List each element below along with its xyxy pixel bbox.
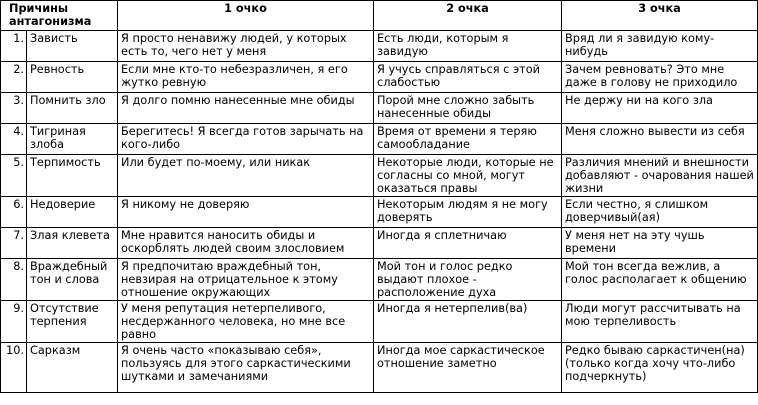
two-points-cell: Иногда мое саркастическое отношение заметно bbox=[374, 343, 562, 393]
three-points-cell: Люди могут рассчитывать на мою терпеливость bbox=[562, 301, 758, 343]
header-one-point: 1 очко bbox=[118, 1, 374, 31]
three-points-cell: Не держу ни на кого зла bbox=[562, 93, 758, 124]
reason-cell: Сарказм bbox=[27, 343, 118, 393]
row-number: 1. bbox=[1, 31, 27, 62]
two-points-cell: Время от времени я теряю самообладание bbox=[374, 124, 562, 155]
two-points-cell: Мой тон и голос редко выдают плохое - расположение духа bbox=[374, 259, 562, 301]
row-number: 3. bbox=[1, 93, 27, 124]
one-point-cell: У меня репутация нетерпеливого, несдержанного человека, но мне все равно bbox=[118, 301, 374, 343]
header-reason: Причины антагонизма bbox=[1, 1, 118, 31]
three-points-cell: Редко бываю саркастичен(на) (только когда хочу что-либо подчеркнуть) bbox=[562, 343, 758, 393]
row-number: 9. bbox=[1, 301, 27, 343]
two-points-cell: Иногда я нетерпелив(ва) bbox=[374, 301, 562, 343]
table-row bbox=[1, 124, 758, 155]
two-points-cell: Некоторым людям я не могу доверять bbox=[374, 197, 562, 228]
row-number: 6. bbox=[1, 197, 27, 228]
three-points-cell: Зачем ревновать? Это мне даже в голову не приходило bbox=[562, 62, 758, 93]
reason-cell: Ревность bbox=[27, 62, 118, 93]
three-points-cell: Если честно, я слишком доверчивый(ая) bbox=[562, 197, 758, 228]
table-header-row bbox=[1, 1, 758, 31]
one-point-cell: Я долго помню нанесенные мне обиды bbox=[118, 93, 374, 124]
reason-cell: Враждебный тон и слова bbox=[27, 259, 118, 301]
reason-cell: Недоверие bbox=[27, 197, 118, 228]
header-two-points: 2 очка bbox=[374, 1, 562, 31]
table-row bbox=[1, 155, 758, 197]
two-points-cell: Я учусь справляться с этой слабостью bbox=[374, 62, 562, 93]
three-points-cell: Различия мнений и внешности добавляют - очарования нашей жизни bbox=[562, 155, 758, 197]
table-row bbox=[1, 197, 758, 228]
reason-cell: Тигриная злоба bbox=[27, 124, 118, 155]
row-number: 7. bbox=[1, 228, 27, 259]
table-row bbox=[1, 259, 758, 301]
reason-cell: Злая клевета bbox=[27, 228, 118, 259]
one-point-cell: Если мне кто-то небезразличен, я его жутко ревную bbox=[118, 62, 374, 93]
row-number: 10. bbox=[1, 343, 27, 393]
table-row bbox=[1, 343, 758, 393]
row-number: 8. bbox=[1, 259, 27, 301]
table-row bbox=[1, 228, 758, 259]
reason-cell: Отсутствие терпения bbox=[27, 301, 118, 343]
two-points-cell: Порой мне сложно забыть нанесенные обиды bbox=[374, 93, 562, 124]
one-point-cell: Мне нравится наносить обиды и оскорблять людей своим злословием bbox=[118, 228, 374, 259]
two-points-cell: Иногда я сплетничаю bbox=[374, 228, 562, 259]
three-points-cell: Вряд ли я завидую кому-нибудь bbox=[562, 31, 758, 62]
table-row bbox=[1, 93, 758, 124]
row-number: 4. bbox=[1, 124, 27, 155]
three-points-cell: Меня сложно вывести из себя bbox=[562, 124, 758, 155]
reason-cell: Помнить зло bbox=[27, 93, 118, 124]
three-points-cell: Мой тон всегда вежлив, а голос располагает к общению bbox=[562, 259, 758, 301]
table-row bbox=[1, 31, 758, 62]
one-point-cell: Я очень часто «показываю себя», пользуясь для этого саркастическими шутками и замечаниями bbox=[118, 343, 374, 393]
row-number: 2. bbox=[1, 62, 27, 93]
two-points-cell: Некоторые люди, которые не согласны со мной, могут оказаться правы bbox=[374, 155, 562, 197]
two-points-cell: Есть люди, которым я завидую bbox=[374, 31, 562, 62]
one-point-cell: Я просто ненавижу людей, у которых есть то, чего нет у меня bbox=[118, 31, 374, 62]
one-point-cell: Я никому не доверяю bbox=[118, 197, 374, 228]
one-point-cell: Или будет по-моему, или никак bbox=[118, 155, 374, 197]
reason-cell: Терпимость bbox=[27, 155, 118, 197]
row-number: 5. bbox=[1, 155, 27, 197]
table-row bbox=[1, 301, 758, 343]
three-points-cell: У меня нет на эту чушь времени bbox=[562, 228, 758, 259]
header-three-points: 3 очка bbox=[562, 1, 758, 31]
one-point-cell: Я предпочитаю враждебный тон, невзирая на отрицательное к этому отношение окружающих bbox=[118, 259, 374, 301]
reason-cell: Зависть bbox=[27, 31, 118, 62]
table-row bbox=[1, 62, 758, 93]
one-point-cell: Берегитесь! Я всегда готов зарычать на кого-либо bbox=[118, 124, 374, 155]
